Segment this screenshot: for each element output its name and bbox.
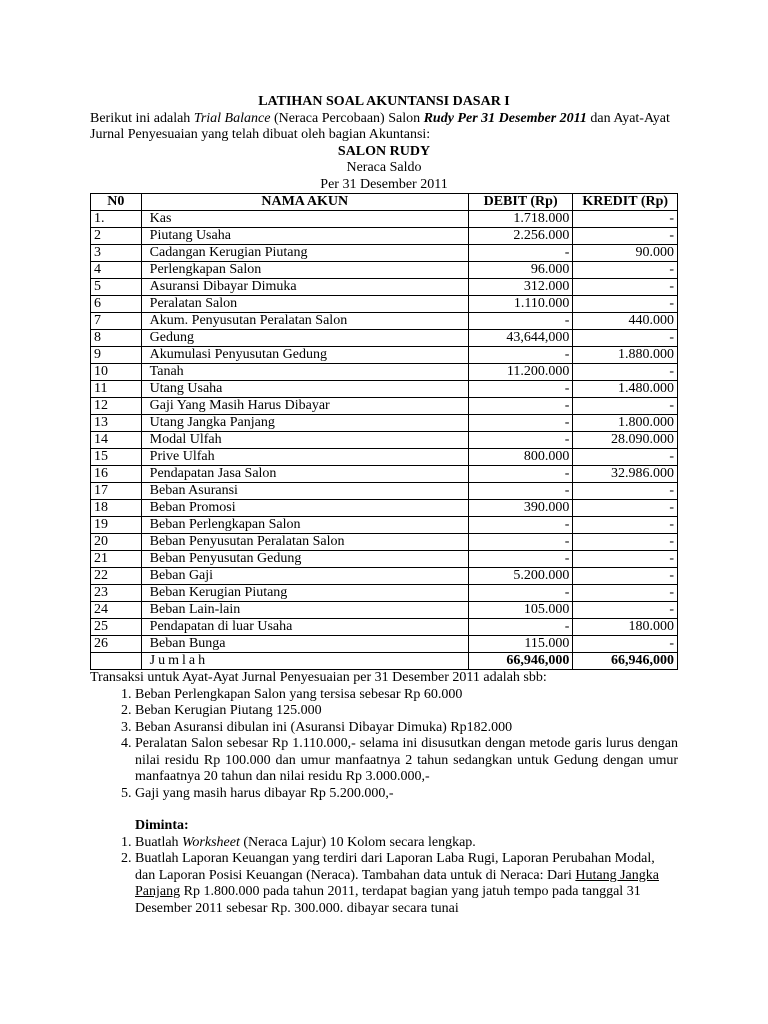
row-account-name: Modal Ulfah [141, 432, 468, 449]
row-account-name: Akumulasi Penyusutan Gedung [141, 347, 468, 364]
adjustment-item: 2. Beban Kerugian Piutang 125.000 [135, 703, 678, 720]
row-no: 18 [91, 500, 142, 517]
table-row [91, 415, 678, 432]
table-row [91, 619, 678, 636]
row-account-name: Pendapatan di luar Usaha [141, 619, 468, 636]
row-kredit: - [573, 534, 678, 551]
table-row [91, 534, 678, 551]
row-kredit: - [573, 500, 678, 517]
required-item-1-text-a: Buatlah [135, 834, 183, 850]
row-debit: 312.000 [468, 279, 573, 296]
required-item-2-text-a: Buatlah Laporan Keuangan yang terdiri dari Laporan Laba Rugi, Laporan Perubahan Modal, dan Laporan Posisi Keuangan (Neraca). Tambahan data untuk di Neraca: Dari [135, 851, 655, 883]
adjustments-heading: Transaksi untuk Ayat-Ayat Jurnal Penyesuaian per 31 Desember 2011 adalah sbb: [90, 670, 547, 685]
row-account-name: Akum. Penyusutan Peralatan Salon [141, 313, 468, 330]
row-no: 23 [91, 585, 142, 602]
row-kredit: 32.986.000 [573, 466, 678, 483]
row-kredit: - [573, 483, 678, 500]
row-debit: 11.200.000 [468, 364, 573, 381]
row-no: 1. [91, 211, 142, 228]
required-item-2-underlined: Hutang Jangka Panjang [135, 867, 659, 899]
row-account-name: Perlengkapan Salon [141, 262, 468, 279]
row-debit: 115.000 [468, 636, 573, 653]
row-no: 20 [91, 534, 142, 551]
row-kredit: 1.880.000 [573, 347, 678, 364]
table-row [91, 585, 678, 602]
row-account-name: Piutang Usaha [141, 228, 468, 245]
table-row [91, 432, 678, 449]
table-row [91, 296, 678, 313]
row-account-name: Beban Lain-lain [141, 602, 468, 619]
table-row [91, 602, 678, 619]
row-no: 14 [91, 432, 142, 449]
document-page [90, 94, 678, 917]
row-no: 15 [91, 449, 142, 466]
row-debit: 96.000 [468, 262, 573, 279]
trial-balance-table [90, 193, 678, 670]
row-debit: - [468, 398, 573, 415]
row-no: 4 [91, 262, 142, 279]
table-row [91, 517, 678, 534]
adjustment-item: 5. Gaji yang masih harus dibayar Rp 5.200.000,- [135, 786, 678, 803]
row-kredit: - [573, 364, 678, 381]
row-no: 7 [91, 313, 142, 330]
row-account-name: Kas [141, 211, 468, 228]
table-total-row [91, 653, 678, 670]
table-row [91, 398, 678, 415]
required-item-2-text-b: Rp 1.800.000 pada tahun 2011, terdapat bagian yang jatuh tempo pada tanggal 31 Desember 2011 sebesar Rp. 300.000. dibayar secara tunai [135, 884, 641, 916]
row-no: 6 [91, 296, 142, 313]
row-kredit: - [573, 330, 678, 347]
row-account-name: Peralatan Salon [141, 296, 468, 313]
required-item-2 [135, 851, 678, 917]
adjustments-list [90, 687, 678, 803]
row-account-name: Beban Bunga [141, 636, 468, 653]
row-kredit: - [573, 517, 678, 534]
row-account-name: Utang Jangka Panjang [141, 415, 468, 432]
table-row [91, 211, 678, 228]
row-debit: - [468, 245, 573, 262]
header-no: N0 [91, 194, 142, 211]
row-kredit: - [573, 551, 678, 568]
row-no: 5 [91, 279, 142, 296]
row-kredit: 180.000 [573, 619, 678, 636]
row-account-name: Gaji Yang Masih Harus Dibayar [141, 398, 468, 415]
row-kredit: - [573, 636, 678, 653]
table-row [91, 245, 678, 262]
report-name: Neraca Saldo [346, 160, 422, 175]
row-no: 13 [91, 415, 142, 432]
row-debit: 105.000 [468, 602, 573, 619]
adjustment-item: 4. Peralatan Salon sebesar Rp 1.110.000,- selama ini disusutkan dengan metode garis lurus dengan nilai residu Rp 100.000 dan umur manfaatnya 2 tahun sedangkan untuk Gedung dengan umur manfaatnya 20 tahun dan nilai residu Rp 3.000.000,- [135, 736, 678, 786]
row-debit: 1.718.000 [468, 211, 573, 228]
row-account-name: Beban Asuransi [141, 483, 468, 500]
row-account-name: Beban Penyusutan Gedung [141, 551, 468, 568]
row-no: 11 [91, 381, 142, 398]
total-no-cell [91, 653, 142, 670]
required-item-1-worksheet: Worksheet [182, 834, 240, 850]
row-debit: - [468, 466, 573, 483]
row-debit: 390.000 [468, 500, 573, 517]
table-row [91, 364, 678, 381]
table-row [91, 551, 678, 568]
row-account-name: Beban Perlengkapan Salon [141, 517, 468, 534]
total-label: Jumlah [141, 653, 468, 670]
adjustment-item: 3. Beban Asuransi dibulan ini (Asuransi Dibayar Dimuka) Rp182.000 [135, 720, 678, 737]
document-title: LATIHAN SOAL AKUNTANSI DASAR I [258, 94, 510, 109]
row-debit: 43,644,000 [468, 330, 573, 347]
intro-text-2: (Neraca Percobaan) Salon [270, 110, 424, 126]
row-debit: - [468, 551, 573, 568]
row-debit: - [468, 313, 573, 330]
row-kredit: - [573, 602, 678, 619]
row-no: 2 [91, 228, 142, 245]
company-name: SALON RUDY [337, 143, 431, 159]
table-row [91, 449, 678, 466]
row-kredit: - [573, 585, 678, 602]
row-kredit: - [573, 228, 678, 245]
row-kredit: - [573, 279, 678, 296]
row-kredit: - [573, 568, 678, 585]
row-account-name: Pendapatan Jasa Salon [141, 466, 468, 483]
row-debit: 1.110.000 [468, 296, 573, 313]
intro-paragraph [90, 111, 678, 144]
row-no: 9 [91, 347, 142, 364]
required-list [90, 835, 678, 918]
table-row [91, 347, 678, 364]
row-account-name: Utang Usaha [141, 381, 468, 398]
header-debit: DEBIT (Rp) [468, 194, 573, 211]
table-row [91, 381, 678, 398]
header-account-name: NAMA AKUN [141, 194, 468, 211]
row-no: 22 [91, 568, 142, 585]
row-no: 8 [91, 330, 142, 347]
table-row [91, 262, 678, 279]
row-debit: 2.256.000 [468, 228, 573, 245]
table-row [91, 483, 678, 500]
row-no: 24 [91, 602, 142, 619]
adjustment-item: 1. Beban Perlengkapan Salon yang tersisa sebesar Rp 60.000 [135, 687, 678, 704]
table-header-row [91, 194, 678, 211]
table-row [91, 313, 678, 330]
table-row [91, 500, 678, 517]
table-row [91, 568, 678, 585]
row-account-name: Tanah [141, 364, 468, 381]
row-kredit: 1.800.000 [573, 415, 678, 432]
intro-trial-balance: Trial Balance [193, 110, 271, 126]
table-row [91, 228, 678, 245]
row-debit: - [468, 347, 573, 364]
report-date: Per 31 Desember 2011 [320, 176, 448, 192]
table-row [91, 330, 678, 347]
row-kredit: - [573, 211, 678, 228]
row-debit: - [468, 619, 573, 636]
row-no: 3 [91, 245, 142, 262]
row-debit: - [468, 534, 573, 551]
row-kredit: - [573, 449, 678, 466]
row-account-name: Beban Kerugian Piutang [141, 585, 468, 602]
table-row [91, 466, 678, 483]
row-account-name: Gedung [141, 330, 468, 347]
intro-text-1: Berikut ini adalah [90, 110, 194, 126]
row-no: 25 [91, 619, 142, 636]
row-no: 19 [91, 517, 142, 534]
row-account-name: Cadangan Kerugian Piutang [141, 245, 468, 262]
table-row [91, 636, 678, 653]
header-kredit: KREDIT (Rp) [573, 194, 678, 211]
table-row [91, 279, 678, 296]
row-kredit: 440.000 [573, 313, 678, 330]
row-debit: - [468, 517, 573, 534]
row-debit: 5.200.000 [468, 568, 573, 585]
row-kredit: - [573, 262, 678, 279]
total-kredit: 66,946,000 [573, 653, 678, 670]
table-body [91, 211, 678, 670]
row-no: 10 [91, 364, 142, 381]
total-debit: 66,946,000 [468, 653, 573, 670]
row-account-name: Beban Penyusutan Peralatan Salon [141, 534, 468, 551]
row-no: 16 [91, 466, 142, 483]
row-debit: - [468, 483, 573, 500]
row-debit: - [468, 381, 573, 398]
row-no: 17 [91, 483, 142, 500]
intro-text-3: dan Ayat-Ayat Jurnal Penyesuaian yang telah dibuat oleh bagian Akuntansi: [90, 110, 670, 142]
row-debit: - [468, 415, 573, 432]
row-kredit: - [573, 296, 678, 313]
row-kredit: 28.090.000 [573, 432, 678, 449]
required-item-1-text-b: (Neraca Lajur) 10 Kolom secara lengkap. [239, 834, 476, 850]
intro-company-period: Rudy Per 31 Desember 2011 [423, 110, 587, 126]
row-kredit: 90.000 [573, 245, 678, 262]
row-account-name: Prive Ulfah [141, 449, 468, 466]
row-account-name: Beban Gaji [141, 568, 468, 585]
row-account-name: Beban Promosi [141, 500, 468, 517]
row-debit: - [468, 585, 573, 602]
row-kredit: - [573, 398, 678, 415]
row-account-name: Asuransi Dibayar Dimuka [141, 279, 468, 296]
row-no: 26 [91, 636, 142, 653]
row-kredit: 1.480.000 [573, 381, 678, 398]
row-debit: - [468, 432, 573, 449]
required-heading: Diminta: [135, 818, 189, 833]
row-no: 12 [91, 398, 142, 415]
required-item-1 [135, 835, 678, 852]
row-no: 21 [91, 551, 142, 568]
row-debit: 800.000 [468, 449, 573, 466]
